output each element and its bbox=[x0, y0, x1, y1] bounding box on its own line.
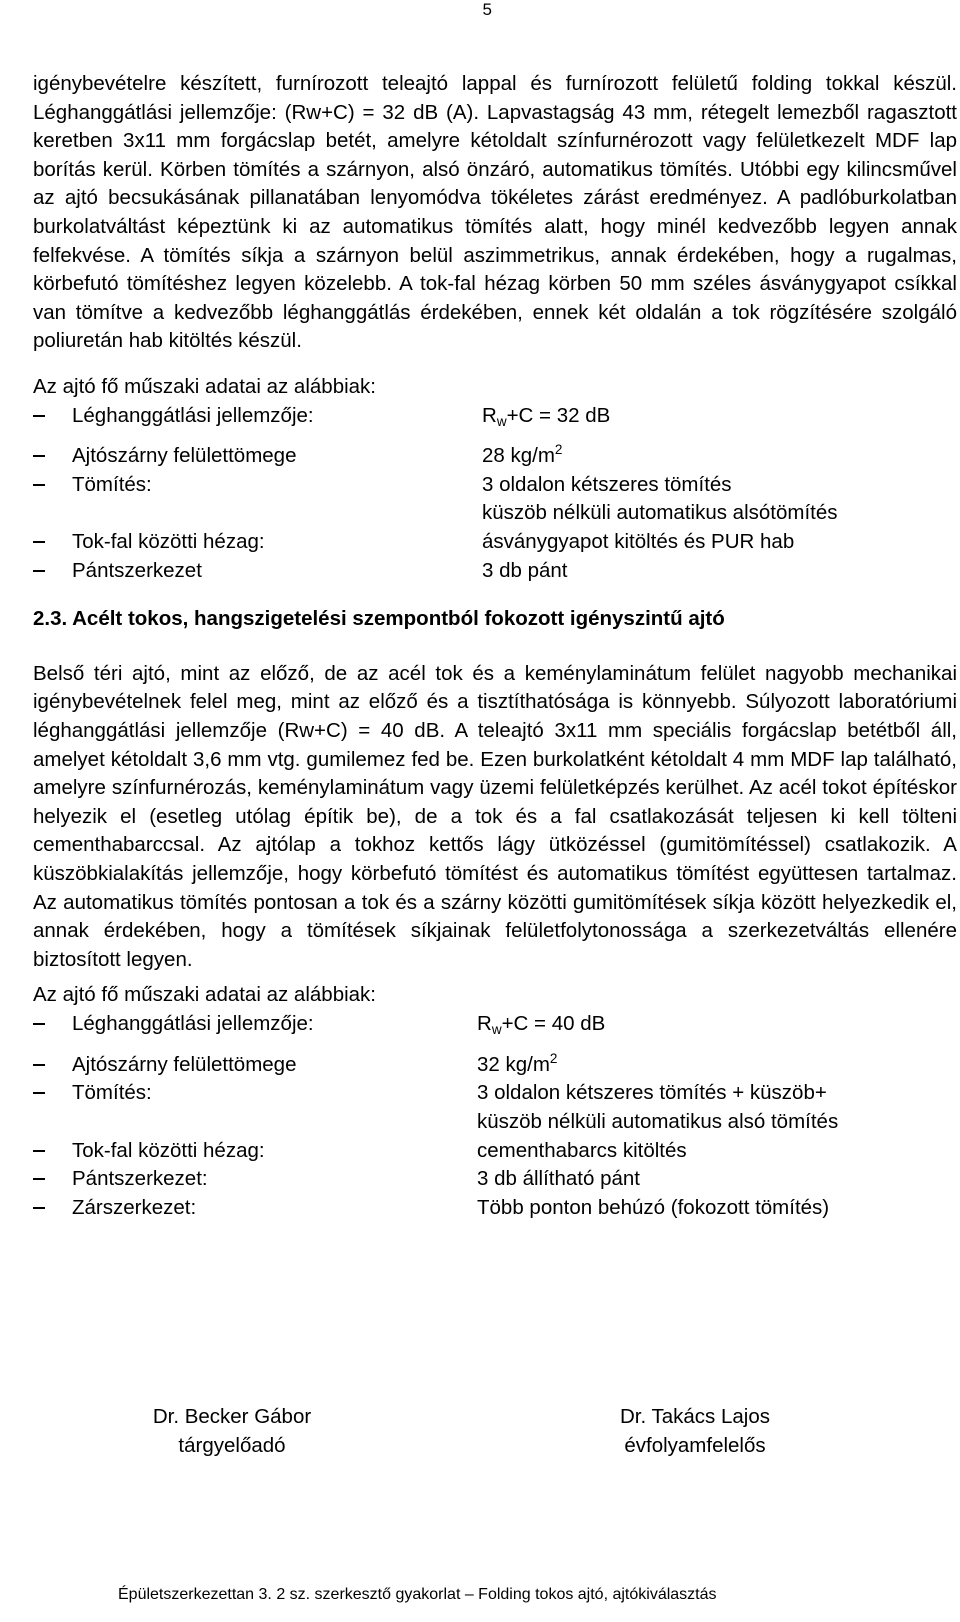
dash-bullet bbox=[33, 455, 45, 457]
signature-left bbox=[132, 1402, 332, 1460]
page-number: 5 bbox=[482, 0, 492, 19]
dash-bullet bbox=[33, 1023, 45, 1025]
dash-bullet bbox=[33, 541, 45, 543]
spec-row bbox=[33, 557, 957, 586]
spec-value: ásványgyapot kitöltés és PUR hab bbox=[482, 530, 795, 554]
document-body bbox=[33, 70, 957, 1222]
signatory-name: Dr. Takács Lajos bbox=[619, 1405, 771, 1428]
spec-label: Ajtószárny felülettömege bbox=[72, 444, 297, 468]
signature-right bbox=[595, 1402, 795, 1460]
paragraph-folding-door: igénybevételre készített, furnírozott teleajtó lappal és furnírozott felületű folding tokkal készül. Léghanggátlási jellemzője: (Rw+C) = 32 dB (A). Lapvastagság 43 mm, rétegelt lemezből ragasztott keretben 3x11 mm forgácslap betét, amelyre kétoldalt színfurnérozott vagy felületkezelt MDF lap borítás kerül. Körben tömítés a szárnyon, alsó önzáró, automatikus tömítés. Utóbbi egy kilincsművel az ajtó becsukásának pillanatában lenyomódva tökéletes zárást eredményez. A padlóburkolatban burkolatváltást képeztünk ki az automatikus tömítés alatt, hogy minél kedvezőbb legyen annak felfekvése. A tömítés síkja a szárnyon belül aszimmetrikus, annak érdekében, hogy a rugalmas, körbefutó tömítéshez legyen közelebb. A tok-fal hézag körben 50 mm széles ásványgyapot csíkkal van tömítve a kedvezőbb léghanggátlás érdekében, ennek két oldalán a tok rögzítésére szolgáló poliuretán hab kitöltés készül. bbox=[33, 72, 957, 353]
signatory-role: tárgyelőadó bbox=[178, 1434, 286, 1457]
dash-bullet bbox=[33, 1064, 45, 1066]
spec-label: Tok-fal közötti hézag: bbox=[72, 530, 265, 554]
spec-row-continuation bbox=[33, 499, 957, 528]
spec-value: küszöb nélküli automatikus alsótömítés bbox=[482, 501, 838, 525]
spec-label: Léghanggátlási jellemzője: bbox=[72, 403, 314, 427]
spec-label: Léghanggátlási jellemzője: bbox=[72, 1011, 314, 1035]
spec-value: 3 db pánt bbox=[482, 558, 568, 582]
spec-label: Pántszerkezet: bbox=[72, 1167, 208, 1191]
spec-row bbox=[33, 436, 957, 471]
spec-label: Pántszerkezet bbox=[72, 558, 202, 582]
spec-label: Ajtószárny felülettömege bbox=[72, 1052, 297, 1076]
spec-value: 28 $kg/m^2$ bbox=[482, 442, 563, 468]
signatory-role: évfolyamfelelős bbox=[624, 1434, 766, 1457]
signatory-name: Dr. Becker Gábor bbox=[152, 1405, 312, 1428]
spec-row bbox=[33, 1010, 957, 1045]
dash-bullet bbox=[33, 1092, 45, 1094]
spec-value: 3 oldalon kétszeres tömítés bbox=[482, 472, 732, 496]
spec-row-continuation bbox=[33, 1108, 957, 1137]
spec-row bbox=[33, 528, 957, 557]
spec-value: 32 $kg/m^2$ bbox=[477, 1050, 558, 1076]
dash-bullet bbox=[33, 1150, 45, 1152]
spec-row bbox=[33, 402, 957, 437]
section-heading: 2.3. Acélt tokos, hangszigetelési szempontból fokozott igényszintű ajtó bbox=[33, 607, 725, 631]
specs-intro-1: Az ajtó fő műszaki adatai az alábbiak: bbox=[33, 374, 376, 398]
spec-value: 3 oldalon kétszeres tömítés + küszöb+ bbox=[477, 1081, 827, 1105]
spec-row bbox=[33, 1165, 957, 1194]
spec-value: cementhabarcs kitöltés bbox=[477, 1138, 687, 1162]
spec-label: Zárszerkezet: bbox=[72, 1195, 197, 1219]
spec-row bbox=[33, 471, 957, 500]
spec-value: $R_w+C = 40$ dB bbox=[477, 1011, 606, 1038]
spec-list-1 bbox=[33, 402, 957, 586]
dash-bullet bbox=[33, 1178, 45, 1180]
spec-row bbox=[33, 1079, 957, 1108]
spec-list-2 bbox=[33, 1010, 957, 1222]
spec-value: küszöb nélküli automatikus alsó tömítés bbox=[477, 1109, 839, 1133]
dash-bullet bbox=[33, 415, 45, 417]
spec-label: Tömítés: bbox=[72, 1081, 152, 1105]
dash-bullet bbox=[33, 484, 45, 486]
dash-bullet bbox=[33, 1207, 45, 1209]
page-footer: Épületszerkezettan 3. 2 sz. szerkesztő gyakorlat – Folding tokos ajtó, ajtókiválasztás bbox=[118, 1586, 717, 1603]
dash-bullet bbox=[33, 570, 45, 572]
spec-row bbox=[33, 1045, 957, 1080]
specs-intro-2: Az ajtó fő műszaki adatai az alábbiak: bbox=[33, 983, 376, 1007]
spec-value: $R_w+C = 32$ dB bbox=[482, 403, 611, 429]
spec-row bbox=[33, 1137, 957, 1166]
paragraph-steel-door: Belső téri ajtó, mint az előző, de az acél tok és a keménylaminátum felület nagyobb mechanikai igénybevételnek felel meg, mint az előző és a tisztíthatósága is könnyebb. Súlyozott laboratóriumi léghanggátlási jellemzője (Rw+C) = 40 dB. A teleajtó 3x11 mm speciális forgácslap betétből áll, amelyet kétoldalt 3,6 mm vtg. gumilemez fed be. Ezen burkolatként kétoldalt 4 mm MDF lap található, amelyre színfurnérozás, keménylaminátum vagy üzemi felületképzés kerülhet. Az acél tokot építéskor helyezik el (esetleg utólag építik be), de a tok és a fal csatlakozását teljesen ki kell tölteni cementhabarccsal. Az ajtólap a tokhoz kettős lágy ütközéssel (gumitömítéssel) csatlakozik. A küszöbkialakítás jellemzője, hogy körbefutó tömítést és automatikus tömítést együttesen tartalmaz. Az automatikus tömítés pontosan a tok és a szárny közötti gumitömítések síkja között helyezkedik el, annak érdekében, hogy a tömítések síkjainak felületfolytonossága a szerkezetváltás ellenére biztosított legyen. bbox=[33, 661, 957, 971]
spec-label: Tok-fal közötti hézag: bbox=[72, 1138, 265, 1162]
spec-value: Több ponton behúzó (fokozott tömítés) bbox=[477, 1195, 830, 1219]
spec-value: 3 db állítható pánt bbox=[477, 1167, 640, 1191]
spec-label: Tömítés: bbox=[72, 472, 152, 496]
spec-row bbox=[33, 1194, 957, 1223]
